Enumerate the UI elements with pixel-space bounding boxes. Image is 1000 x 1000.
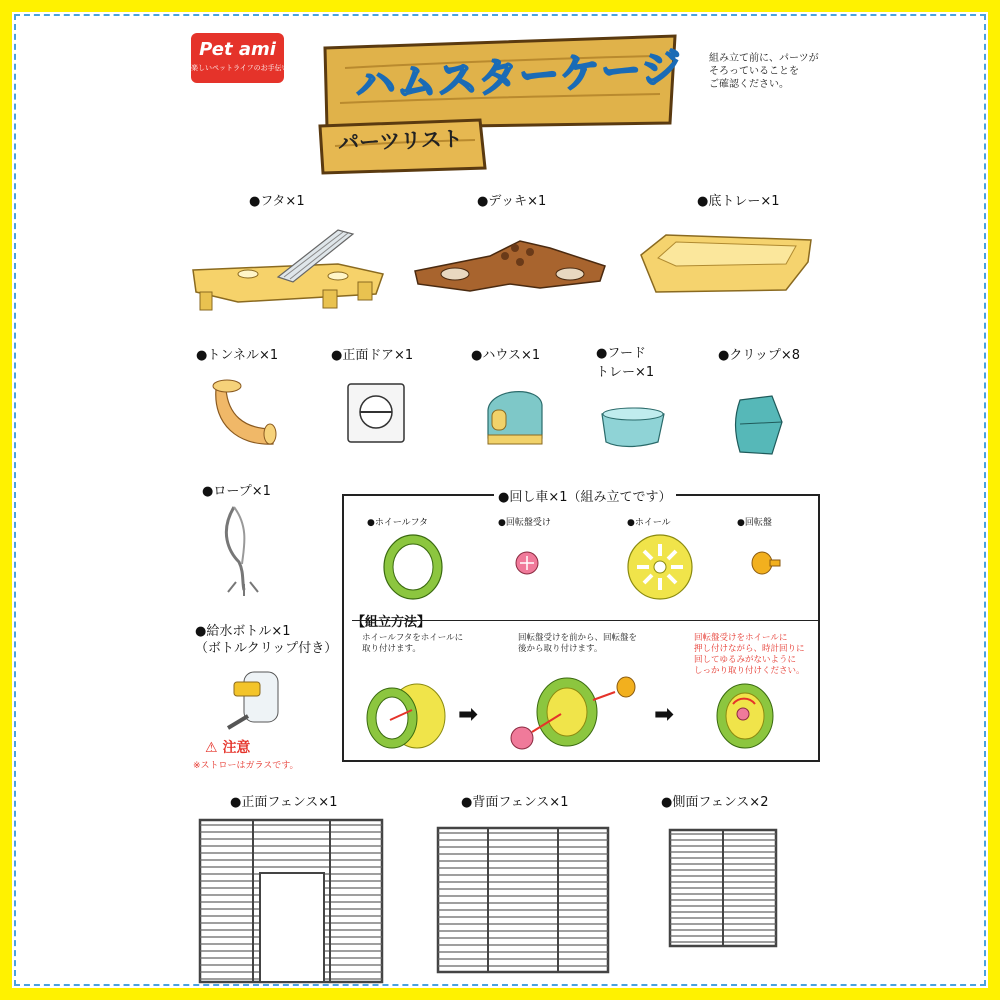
page-subtitle: パーツリスト <box>337 126 464 156</box>
label-deck: ●デッキ×1 <box>477 194 547 209</box>
step-3-text: 回転盤受けをホイールに 押し付けながら、時計回りに 回してゆるみがないように しっかり取り付けください。 <box>694 633 805 676</box>
brand-name: Pet ami <box>199 39 276 60</box>
wheel-title: ●回し車×1（組み立てです） <box>494 486 676 505</box>
hub-illustration <box>746 549 782 577</box>
assembly-method-title: 【組立方法】 <box>352 611 434 630</box>
warning-title: ⚠ 注意 <box>205 740 251 756</box>
wheel-part-wheel: ●ホイール <box>627 518 671 528</box>
label-front-fence: ●正面フェンス×1 <box>230 795 338 810</box>
label-back-fence: ●背面フェンス×1 <box>461 795 569 810</box>
brand-tagline: 楽しいペットライフのお手伝い <box>191 64 289 72</box>
hub-receiver-illustration <box>512 548 542 578</box>
brand-logo <box>191 33 289 83</box>
front-door-illustration <box>344 380 408 448</box>
food-tray-illustration <box>598 404 668 450</box>
wheel-part-cover: ●ホイールフタ <box>367 518 429 528</box>
water-bottle-illustration <box>222 664 288 734</box>
clip-illustration <box>732 392 790 460</box>
label-front-door: ●正面ドア×1 <box>331 348 414 363</box>
warning-text: ※ストローはガラスです。 <box>193 761 299 771</box>
wheel-part-hub-receiver: ●回転盤受け <box>498 518 551 528</box>
check-note: 組み立て前に、パーツが そろっていることを ご確認ください。 <box>709 53 819 90</box>
step-1-illustration <box>362 680 452 752</box>
label-house: ●ハウス×1 <box>471 348 541 363</box>
front-fence-illustration <box>198 818 384 984</box>
label-tunnel: ●トンネル×1 <box>196 348 279 363</box>
step-2-illustration <box>505 670 645 755</box>
step-3-illustration <box>705 680 785 752</box>
label-clip: ●クリップ×8 <box>718 348 800 363</box>
label-rope: ●ロープ×1 <box>202 484 271 499</box>
wheel-part-hub: ●回転盤 <box>737 518 772 528</box>
bottom-tray-illustration <box>636 230 816 302</box>
label-water-bottle: ●給水ボトル×1 （ボトルクリップ付き） <box>195 624 338 656</box>
lid-illustration <box>188 222 388 312</box>
page-title: ハムスターケージ <box>354 45 684 109</box>
warning-icon: ⚠ <box>205 740 223 756</box>
step-2-text: 回転盤受けを前から、回転盤を 後から取り付けます。 <box>518 633 638 654</box>
step-1-text: ホイールフタをホイールに 取り付けます。 <box>362 633 464 654</box>
arrow-icon: ➡ <box>458 700 479 728</box>
label-lid: ●フタ×1 <box>249 194 305 209</box>
deck-illustration <box>410 236 610 294</box>
rope-illustration <box>214 502 274 598</box>
wheel-cover-illustration <box>378 532 448 602</box>
tunnel-illustration <box>208 374 278 448</box>
label-bottom-tray: ●底トレー×1 <box>697 194 780 209</box>
back-fence-illustration <box>436 826 610 974</box>
arrow-icon: ➡ <box>654 700 675 728</box>
label-side-fence: ●側面フェンス×2 <box>661 795 769 810</box>
label-food-tray: ●フード トレー×1 <box>596 346 655 380</box>
house-illustration <box>480 380 550 448</box>
wheel-illustration <box>624 532 696 602</box>
method-divider <box>352 620 818 621</box>
side-fence-illustration <box>668 828 778 948</box>
